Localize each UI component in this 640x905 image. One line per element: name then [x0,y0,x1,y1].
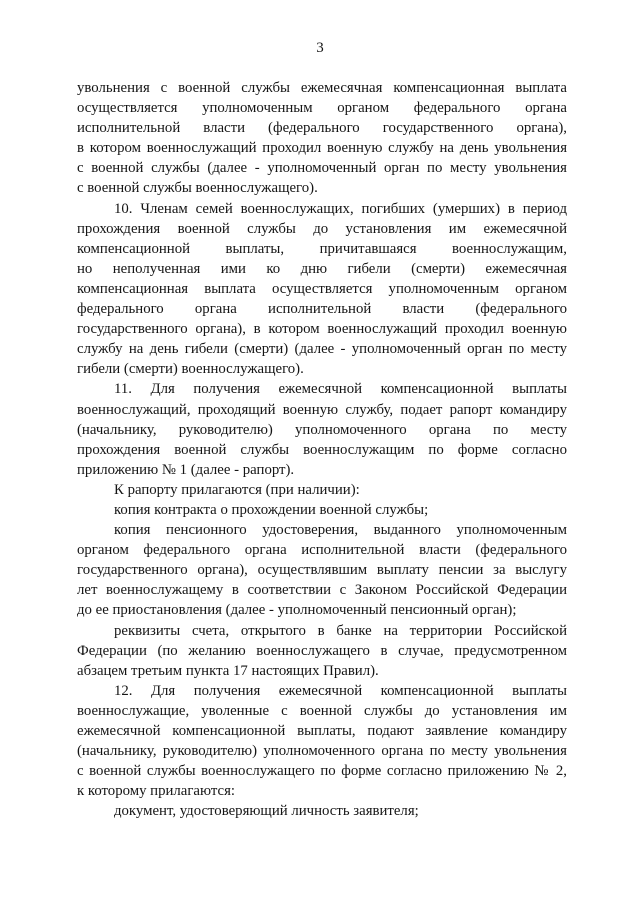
text-line: 10. Членам семей военнослужащих, погибших (умерших) в период [114,200,567,217]
text-line: 12. Для получения ежемесячной компенсационной выплаты [114,682,567,699]
paragraph-contract-copy [77,500,567,520]
text-line: военнослужащие, уволенные с военной службы до установления им [77,702,567,719]
text-line: документ, удостоверяющий личность заявителя; [114,803,419,820]
text-line: к которому прилагаются: [77,783,235,800]
text-line: осуществляется уполномоченным органом федерального органа [77,100,567,117]
text-line: но неполученная ими ко дню гибели (смерти) ежемесячная [77,260,567,277]
text-line: с военной службы военнослужащего). [77,180,318,197]
paragraph-attachments-intro [77,480,567,500]
text-line: государственного органа), в котором военнослужащий проходил военную [77,321,567,338]
text-line: (начальнику, руководителю) уполномоченного органа по месту увольнения [77,743,567,760]
text-line: компенсационной выплаты, причитавшаяся военнослужащим, [77,240,567,257]
paragraph-continuation [77,78,567,199]
paragraph-12 [77,681,567,802]
text-line: Федерации (по желанию военнослужащего в случае, предусмотренном [77,642,567,659]
text-line: копия пенсионного удостоверения, выданного уполномоченным [114,522,567,539]
text-line: с военной службы (далее - уполномоченный орган по месту увольнения [77,160,567,177]
page-number: 3 [316,40,324,56]
text-line: компенсационная выплата осуществляется уполномоченным органом [77,280,567,297]
text-line: увольнения с военной службы ежемесячная компенсационная выплата [77,80,567,96]
text-line: в котором военнослужащий проходил военную службу на день увольнения [77,140,567,157]
text-line: реквизиты счета, открытого в банке на территории Российской [114,622,567,639]
text-line: приложению № 1 (далее - рапорт). [77,461,295,478]
text-line: с военной службы военнослужащего по форме согласно приложению № 2, [77,763,567,780]
paragraph-11 [77,379,567,479]
text-line: абзацем третьим пункта 17 настоящих Правил). [77,662,379,679]
text-line: 11. Для получения ежемесячной компенсационной выплаты [114,381,567,398]
paragraph-10 [77,199,567,380]
paragraph-identity-document [77,801,567,821]
paragraph-pension-certificate-copy [77,520,567,620]
text-line: (начальнику, руководителю) уполномоченного органа по месту [77,421,567,438]
text-line: военнослужащий, проходящий военную службу, подает рапорт командиру [77,401,567,418]
paragraph-bank-details [77,621,567,681]
text-line: К рапорту прилагаются (при наличии): [114,481,360,498]
text-line: копия контракта о прохождении военной службы; [114,501,429,518]
text-line: лет военнослужащему в соответствии с Законом Российской Федерации [77,582,567,599]
text-line: исполнительной власти (федерального государственного органа), [77,120,567,137]
text-line: до ее приостановления (далее - уполномоченный пенсионный орган); [77,602,517,619]
document-body [77,78,567,821]
text-line: прохождения военной службы до установления им ежемесячной [77,220,567,237]
text-line: службу на день гибели (смерти) (далее - уполномоченный орган по месту [77,341,567,358]
text-line: ежемесячной компенсационной выплаты, подают заявление командиру [77,723,567,739]
text-line: органом федерального органа исполнительной власти (федерального [77,542,567,559]
text-line: государственного органа), осуществлявшим выплату пенсии за выслугу [77,562,567,579]
text-line: гибели (смерти) военнослужащего). [77,361,304,378]
text-line: федерального органа исполнительной власти (федерального [77,301,567,318]
text-line: прохождения военной службы военнослужащим по форме согласно [77,441,567,458]
